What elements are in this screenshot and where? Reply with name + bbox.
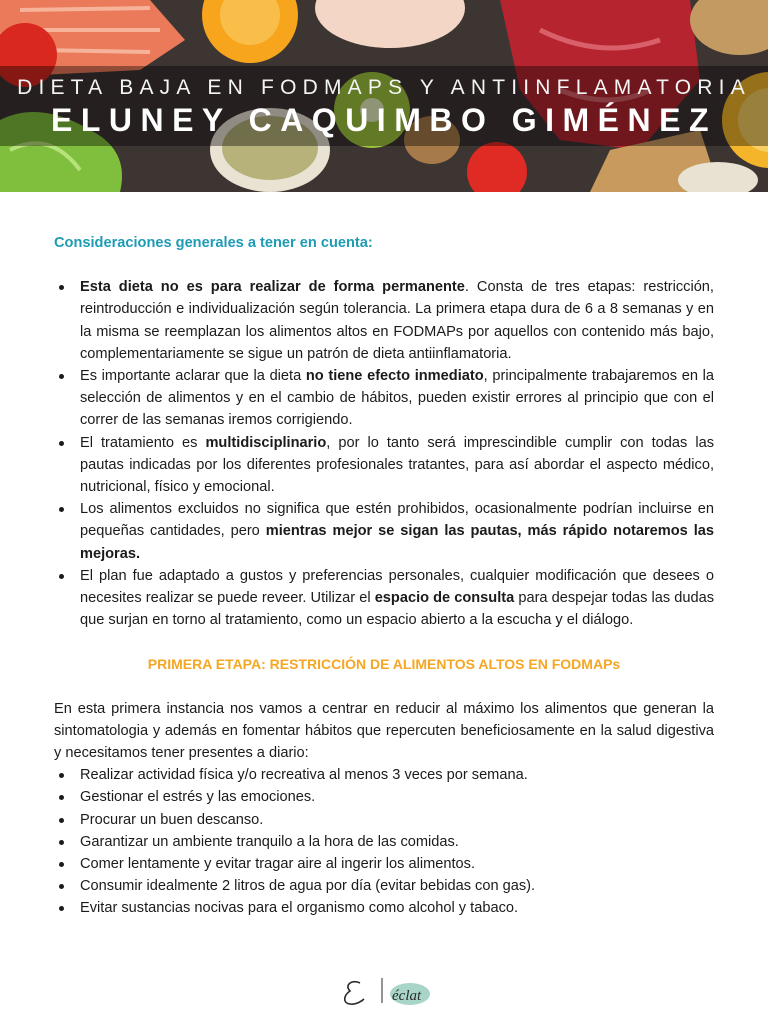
document-title: ELUNEY CAQUIMBO GIMÉNEZ [50, 102, 718, 138]
logo-wordmark: éclat [392, 988, 422, 1004]
eclat-logo-mark [338, 975, 438, 1009]
header-banner [0, 0, 768, 192]
body-text: . Consta de tres etapas: restricción, reintroducción e individualización según tolerancia. La primera etapa dura de 6 a 8 semanas y en la misma se reemplazan los alimentos altos en FODMAPs por aquellos con contenido más bajo, complementariamente se sigue un patrón de dieta antiinflamatoria. [80, 279, 714, 362]
considerations-list [54, 276, 714, 631]
body-text: , por lo tanto será imprescindible cumplir con todas las pautas indicadas por los diferentes profesionales tratantes, para así abordar el aspecto médico, nutricional, físico y emocional. [80, 434, 714, 496]
document-subtitle: DIETA BAJA EN FODMAPS Y ANTIINFLAMATORIA [17, 76, 751, 99]
habit-item: Comer lentamente y evitar tragar aire al ingerir los alimentos. [54, 853, 714, 875]
habit-item: Procurar un buen descanso. [54, 809, 714, 831]
eclat-logo [338, 975, 438, 1009]
considerations-item [54, 498, 714, 565]
habit-item: Consumir idealmente 2 litros de agua por día (evitar bebidas con gas). [54, 875, 714, 897]
considerations-item [54, 432, 714, 499]
habit-item: Evitar sustancias nocivas para el organismo como alcohol y tabaco. [54, 897, 714, 919]
habit-item: Realizar actividad física y/o recreativa al menos 3 veces por semana. [54, 764, 714, 786]
habits-list [54, 764, 714, 919]
considerations-item [54, 365, 714, 432]
body-text: El plan fue adaptado a gustos y preferencias personales, cualquier modificación que desees o necesites realizar se puede reveer. Utilizar el [80, 567, 714, 607]
emphasis-text: espacio de consulta [374, 590, 515, 607]
stage-one-intro: En esta primera instancia nos vamos a centrar en reducir al máximo los alimentos que generan la sintomatologia y además en fomentar hábitos que repercuten beneficiosamente en la salud digestiva y necesitamos tener presentes a diario: [54, 700, 714, 762]
considerations-heading: Consideraciones generales a tener en cuenta: [54, 235, 373, 251]
body-text: El tratamiento es [80, 434, 206, 451]
habit-item: Gestionar el estrés y las emociones. [54, 786, 714, 808]
body-text: para despejar todas las dudas que surjan en torno al tratamiento, como un espacio abierto a la escucha y el diálogo. [80, 590, 714, 629]
emphasis-text: mientras mejor se sigan las pautas, más rápido notaremos las mejoras. [80, 523, 714, 562]
body-text: Los alimentos excluidos no significa que estén prohibidos, ocasionalmente podrían incluirse en pequeñas cantidades, pero [80, 501, 714, 540]
body-text: Es importante aclarar que la dieta [80, 368, 306, 385]
stage-one-heading: PRIMERA ETAPA: RESTRICCIÓN DE ALIMENTOS ALTOS EN FODMAPs [147, 656, 621, 673]
habit-item: Garantizar un ambiente tranquilo a la hora de las comidas. [54, 831, 714, 853]
considerations-item [54, 565, 714, 632]
document-body [54, 232, 714, 920]
emphasis-text: no tiene efecto inmediato [305, 368, 484, 385]
considerations-item [54, 276, 714, 365]
emphasis-text: Esta dieta no es para realizar de forma permanente [80, 279, 465, 296]
body-text: , principalmente trabajaremos en la selección de alimentos y en el cambio de hábitos, pueden existir errores al principio que con el correr de las semanas iremos corrigiendo. [80, 368, 714, 429]
emphasis-text: multidisciplinario [205, 434, 327, 451]
